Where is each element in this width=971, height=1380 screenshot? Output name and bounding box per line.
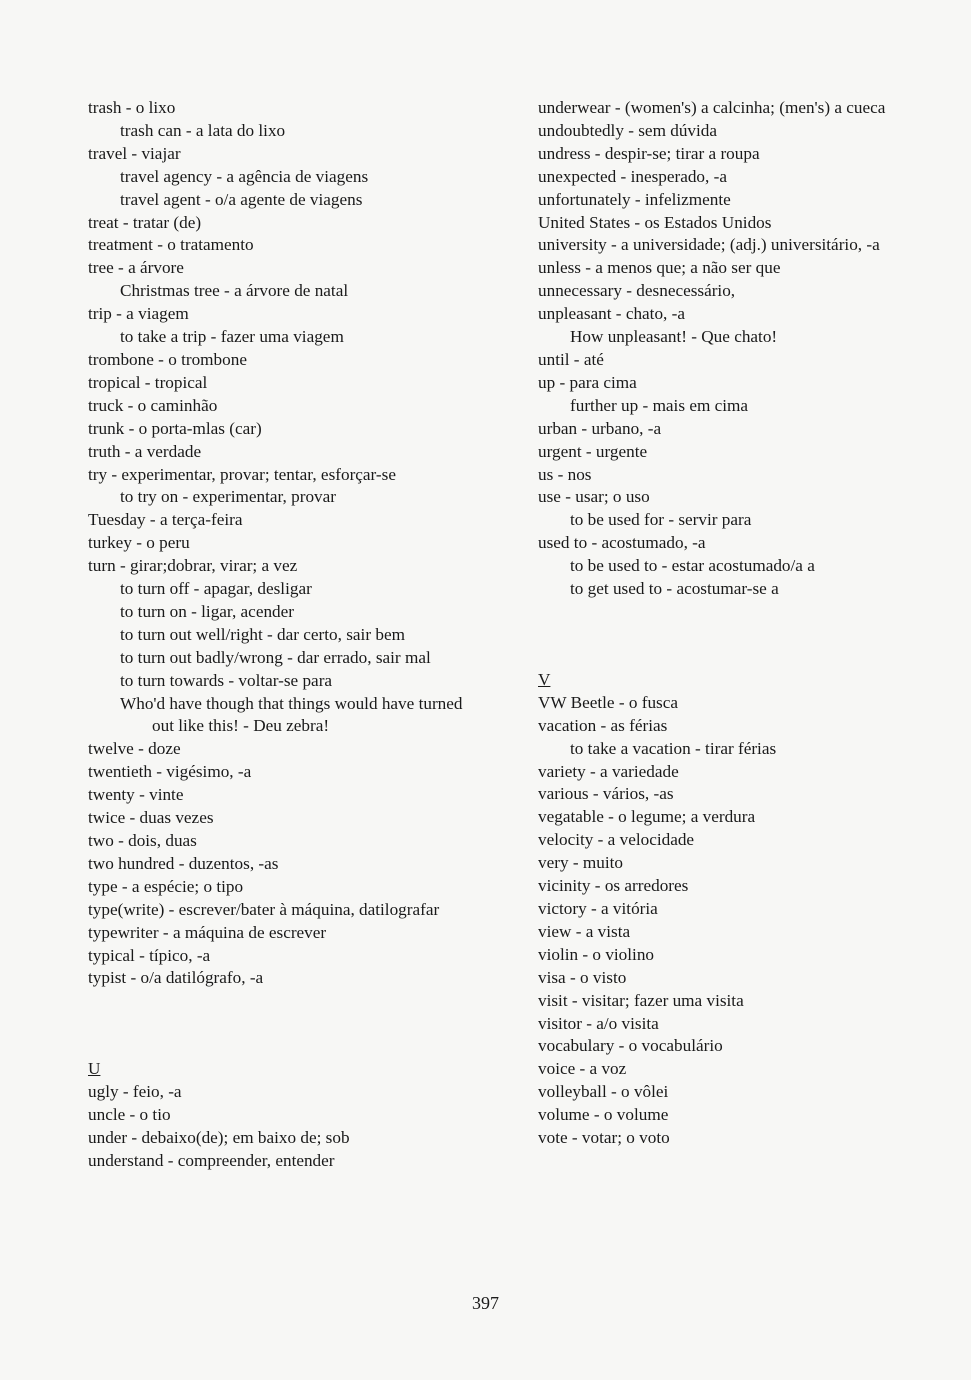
dictionary-entry: truth - a verdade <box>88 441 202 461</box>
dictionary-entry: variety - a variedade <box>538 761 679 781</box>
dictionary-entry: VW Beetle - o fusca <box>538 692 678 712</box>
sub-entry: travel agent - o/a agente de viagens <box>120 189 363 209</box>
section-heading: V <box>538 669 551 689</box>
dictionary-entry: visitor - a/o visita <box>538 1013 659 1033</box>
dictionary-entry: visa - o visto <box>538 967 627 987</box>
dictionary-entry: try - experimentar, provar; tentar, esforçar-se <box>88 464 396 484</box>
dictionary-entry: underwear - (women's) a calcinha; (men's) a cueca <box>538 98 886 117</box>
sub-entry: to be used for - servir para <box>570 510 752 530</box>
dictionary-entry: university - a universidade; (adj.) universitário, -a <box>538 235 880 255</box>
dictionary-entry: typist - o/a datilógrafo, -a <box>88 968 264 988</box>
sub-entry: trash can - a lata do lixo <box>120 120 286 140</box>
dictionary-entry: vicinity - os arredores <box>538 876 689 896</box>
sub-entry: to get used to - acostumar-se a <box>570 579 779 599</box>
section-heading: U <box>88 1059 101 1079</box>
sub-entry: to turn on - ligar, acender <box>120 601 294 621</box>
section-spacer <box>538 601 923 669</box>
dictionary-entry: victory - a vitória <box>538 899 658 918</box>
dictionary-entry: type(write) - escrever/bater à máquina, datilografar <box>88 899 440 919</box>
dictionary-entry: United States - os Estados Unidos <box>538 212 772 232</box>
dictionary-entry: vote - votar; o voto <box>538 1128 670 1148</box>
dictionary-entry: various - vários, -as <box>538 784 674 804</box>
dictionary-entry: typewriter - a máquina de escrever <box>88 922 327 942</box>
left-column <box>88 97 483 1173</box>
dictionary-entry: violin - o violino <box>538 944 655 964</box>
sub-entry: How unpleasant! - Que chato! <box>570 327 778 347</box>
page-number: 397 <box>472 1293 499 1313</box>
dictionary-entry: trip - a viagem <box>88 304 189 324</box>
dictionary-entry: tree - a árvore <box>88 258 184 278</box>
dictionary-entry: use - usar; o uso <box>538 487 650 507</box>
dictionary-entry: twenty - vinte <box>88 785 184 805</box>
sub-entry: to be used to - estar acostumado/a a <box>570 556 815 576</box>
sub-entry: to take a vacation - tirar férias <box>570 738 777 758</box>
sub-entry: to take a trip - fazer uma viagem <box>120 327 344 347</box>
dictionary-entry: until - até <box>538 349 604 369</box>
dictionary-entry: undoubtedly - sem dúvida <box>538 120 718 140</box>
dictionary-entry: turkey - o peru <box>88 533 190 553</box>
dictionary-entry: understand - compreender, entender <box>88 1150 335 1170</box>
dictionary-entry: used to - acostumado, -a <box>538 533 706 553</box>
dictionary-entry: truck - o caminhão <box>88 395 218 415</box>
section-spacer <box>88 990 483 1058</box>
sub-entry: to turn out well/right - dar certo, sair bem <box>120 624 405 644</box>
sub-entry: to turn out badly/wrong - dar errado, sair mal <box>120 647 431 667</box>
dictionary-entry: two hundred - duzentos, -as <box>88 853 279 873</box>
dictionary-entry: treat - tratar (de) <box>88 212 202 232</box>
dictionary-entry: treatment - o tratamento <box>88 235 254 255</box>
dictionary-entry: under - debaixo(de); em baixo de; sob <box>88 1128 350 1148</box>
dictionary-entry: vocabulary - o vocabulário <box>538 1036 723 1056</box>
dictionary-entry: urban - urbano, -a <box>538 418 662 438</box>
dictionary-entry: tropical - tropical <box>88 372 208 392</box>
dictionary-entry: trunk - o porta-mlas (car) <box>88 418 262 438</box>
dictionary-entry: typical - típico, -a <box>88 945 211 965</box>
right-column <box>538 97 923 1150</box>
dictionary-entry: up - para cima <box>538 372 637 392</box>
sub-entry: to turn towards - voltar-se para <box>120 670 333 690</box>
sub-entry: to try on - experimentar, provar <box>120 487 336 507</box>
dictionary-entry: twentieth - vigésimo, -a <box>88 762 252 782</box>
dictionary-entry: turn - girar;dobrar, virar; a vez <box>88 556 298 576</box>
dictionary-entry: Tuesday - a terça-feira <box>88 510 243 530</box>
dictionary-entry: two - dois, duas <box>88 831 197 850</box>
sub-entry: further up - mais em cima <box>570 395 749 415</box>
dictionary-entry: trash - o lixo <box>88 98 176 117</box>
dictionary-entry: uncle - o tio <box>88 1105 171 1125</box>
dictionary-entry: voice - a voz <box>538 1059 627 1079</box>
dictionary-entry: unless - a menos que; a não ser que <box>538 258 781 278</box>
dictionary-entry: twice - duas vezes <box>88 808 214 828</box>
dictionary-entry: unpleasant - chato, -a <box>538 304 685 324</box>
dictionary-entry: urgent - urgente <box>538 441 648 461</box>
dictionary-entry: visit - visitar; fazer uma visita <box>538 990 744 1010</box>
dictionary-entry: view - a vista <box>538 921 631 941</box>
dictionary-entry: unexpected - inesperado, -a <box>538 166 727 186</box>
dictionary-entry: us - nos <box>538 464 592 484</box>
dictionary-entry: unnecessary - desnecessário, <box>538 281 736 301</box>
dictionary-entry: velocity - a velocidade <box>538 830 695 850</box>
sub-entry: Christmas tree - a árvore de natal <box>120 281 349 301</box>
dictionary-entry: volleyball - o vôlei <box>538 1082 669 1102</box>
dictionary-entry: vacation - as férias <box>538 715 668 735</box>
dictionary-entry: type - a espécie; o tipo <box>88 876 244 896</box>
sub-entry: travel agency - a agência de viagens <box>120 166 369 186</box>
dictionary-entry: trombone - o trombone <box>88 349 247 369</box>
dictionary-entry: undress - despir-se; tirar a roupa <box>538 143 760 163</box>
dictionary-entry: travel - viajar <box>88 143 181 163</box>
dictionary-entry: unfortunately - infelizmente <box>538 189 731 209</box>
dictionary-entry: twelve - doze <box>88 739 181 759</box>
dictionary-entry: vegatable - o legume; a verdura <box>538 807 756 827</box>
dictionary-entry: ugly - feio, -a <box>88 1082 182 1102</box>
dictionary-entry: volume - o volume <box>538 1105 669 1125</box>
sub-entry: Who'd have though that things would have turned out like this! - Deu zebra! <box>120 693 463 736</box>
sub-entry: to turn off - apagar, desligar <box>120 579 312 599</box>
dictionary-entry: very - muito <box>538 853 623 873</box>
